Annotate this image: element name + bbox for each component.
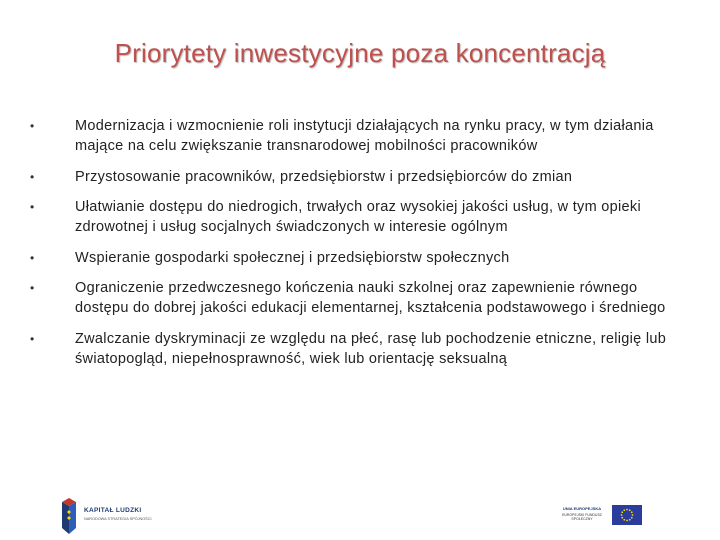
list-item	[30, 197, 680, 237]
bullet-list	[30, 116, 680, 379]
bullet-icon: •	[30, 169, 35, 184]
eu-logo-text	[560, 506, 604, 521]
kapital-ludzki-name: KAPITAŁ LUDZKI	[84, 507, 142, 514]
bullet-icon: •	[30, 281, 35, 295]
eu-flag-icon	[612, 505, 642, 525]
list-item-text: Przystosowanie pracowników, przedsiębiorstw i przedsiębiorców do zmian	[75, 168, 573, 185]
list-item	[30, 329, 680, 369]
list-item	[30, 278, 680, 318]
kapital-ludzki-logo	[60, 498, 170, 534]
list-item-text: Ograniczenie przedwczesnego kończenia nauki szkolnej oraz zapewnienie równego dostępu do dobrej jakości edukacji elementarnej, kształcenia podstawowego i średniego	[75, 280, 666, 316]
list-item-text: Ułatwianie dostępu do niedrogich, trwałych oraz wysokiej jakości usług, w tym opieki zdrowotnej i usług socjalnych świadczonych w interesie ogólnym	[75, 199, 641, 235]
bullet-icon: •	[30, 119, 35, 133]
eu-logo-line1: UNIA EUROPEJSKA	[562, 506, 602, 511]
list-item	[30, 248, 680, 268]
kapital-ludzki-subtitle: NARODOWA STRATEGIA SPÓJNOŚCI	[84, 517, 152, 521]
list-item	[30, 167, 680, 187]
list-item-text: Wspieranie gospodarki społecznej i przedsiębiorstw społecznych	[75, 249, 510, 266]
footer-logos	[0, 490, 720, 540]
list-item	[30, 116, 680, 156]
bullet-icon: •	[30, 200, 35, 214]
kapital-ludzki-mark-icon	[60, 498, 78, 534]
slide-title: Priorytety inwestycyjne poza koncentracją	[114, 38, 606, 68]
eu-logo-line2: EUROPEJSKI FUNDUSZ SPOŁECZNY	[562, 513, 602, 521]
bullet-icon: •	[30, 250, 35, 265]
bullet-icon: •	[30, 331, 35, 346]
list-item-text: Zwalczanie dyskryminacji ze względu na płeć, rasę lub pochodzenie etniczne, religię lub światopogląd, niepełnosprawność, wiek lub orientację seksualną	[75, 330, 667, 367]
list-item-text: Modernizacja i wzmocnienie roli instytucji działających na rynku pracy, w tym działania mające na celu zwiększanie transnarodowej mobilności pracowników	[75, 118, 654, 154]
eu-logo	[560, 502, 645, 530]
